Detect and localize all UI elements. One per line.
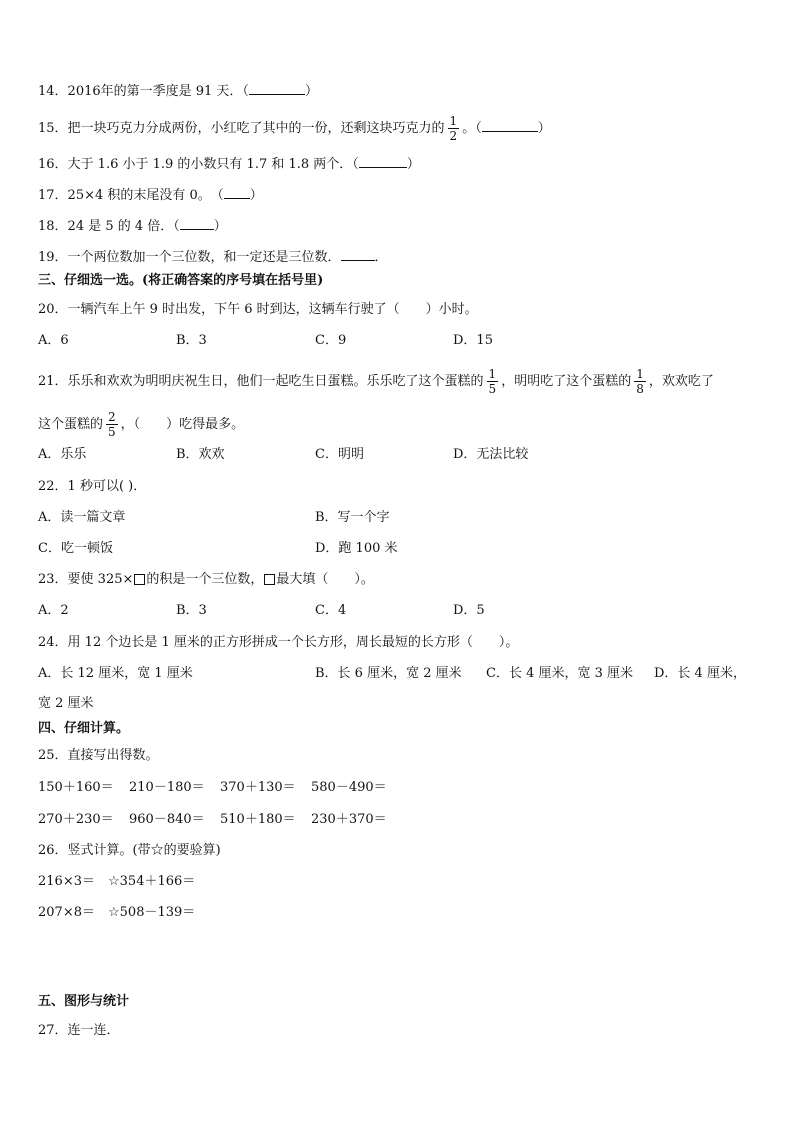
question-15: 15．把一块巧克力分成两份，小红吃了其中的一份，还剩这块巧克力的 $\frac{1}{2}$ 。（ ） [38,114,551,143]
square-box-icon [134,574,145,585]
option-a[interactable]: A．乐乐 [38,447,87,462]
question-14: 14．2016年的第一季度是 91 天．（ ） [38,84,318,99]
option-b[interactable]: B．长 6 厘米，宽 2 厘米 [315,666,462,681]
question-27: 27．连一连． [38,1023,120,1038]
question-15-text: 15．把一块巧克力分成两份，小红吃了其中的一份，还剩这块巧克力的 [38,121,445,136]
calc-item: 960－840＝ [129,812,205,827]
option-d[interactable]: D．无法比较 [453,447,529,462]
question-19-text: 19．一个两位数加一个三位数，和一定还是三位数． [38,250,341,265]
answer-blank[interactable] [180,217,214,230]
question-14-text: 14．2016年的第一季度是 91 天．（ [38,84,249,99]
option-a[interactable]: A．6 [38,333,69,348]
question-18-text: 18．24 是 5 的 4 倍．（ [38,219,180,234]
question-23: 23．要使 325× 的积是一个三位数， 最大填（ ）。 [38,572,374,587]
calc-item: 370＋130＝ [220,780,296,795]
option-b[interactable]: B．3 [176,603,207,618]
option-a[interactable]: A．2 [38,603,69,618]
option-c[interactable]: C．4 [315,603,347,618]
answer-blank[interactable] [359,155,407,168]
option-b[interactable]: B．写一个字 [315,510,390,525]
calc-item: 580－490＝ [311,780,387,795]
calc-item: 510＋180＝ [220,812,296,827]
option-d-continued: 宽 2 厘米 [38,696,94,711]
option-c[interactable]: C．吃一顿饭 [38,541,113,556]
section-5-heading: 五、图形与统计 [38,994,130,1009]
answer-blank[interactable] [482,119,538,132]
question-20: 20．一辆汽车上午 9 时出发，下午 6 时到达，这辆车行驶了（ ）小时。 [38,302,478,317]
option-c[interactable]: C．明明 [315,447,364,462]
calc-item: 270＋230＝ [38,812,114,827]
calc-item: ☆354＋166＝ [108,874,196,889]
question-17-text: 17．25×4 积的末尾没有 0。 （ [38,188,224,203]
question-16: 16．大于 1.6 小于 1.9 的小数只有 1.7 和 1.8 两个．（ ） [38,157,420,172]
calc-item: 230＋370＝ [311,812,387,827]
option-b[interactable]: B．欢欢 [176,447,225,462]
fraction: $\frac{1}{8}$ [636,367,644,396]
option-d[interactable]: D．跑 100 米 [315,541,398,556]
question-25: 25．直接写出得数。 [38,748,159,763]
question-21-line-2: 这个蛋糕的 $\frac{2}{5}$ ，（ ）吃得最多。 [38,410,245,439]
option-d[interactable]: D．15 [453,333,493,348]
option-c[interactable]: C．9 [315,333,347,348]
question-16-text: 16．大于 1.6 小于 1.9 的小数只有 1.7 和 1.8 两个．（ [38,157,359,172]
question-17: 17．25×4 积的末尾没有 0。 （ ） [38,188,263,203]
option-a[interactable]: A．读一篇文章 [38,510,126,525]
section-4-heading: 四、仔细计算。 [38,721,130,736]
calc-item: 207×8＝ [38,905,95,920]
question-21: 21．乐乐和欢欢为明明庆祝生日，他们一起吃生日蛋糕。乐乐吃了这个蛋糕的 $\frac{1}{5}$ ，明明吃了这个蛋糕的 $\frac{1}{8}$ ，欢欢吃了 [38,367,714,396]
fraction: $\frac{1}{5}$ [488,367,497,396]
answer-blank[interactable] [249,82,305,95]
calc-item: 216×3＝ [38,874,95,889]
question-26: 26．竖式计算。(带☆的要验算) [38,843,221,858]
option-b[interactable]: B．3 [176,333,207,348]
question-18: 18．24 是 5 的 4 倍．（ ） [38,219,227,234]
question-22: 22．1 秒可以( )． [38,479,147,494]
option-d[interactable]: D．长 4 厘米， [654,666,746,681]
question-24: 24．用 12 个边长是 1 厘米的正方形拼成一个长方形，周长最短的长方形（ ）。 [38,635,519,650]
fraction-one-half: $\frac{1}{2}$ [449,114,458,143]
calc-item: 210－180＝ [129,780,205,795]
option-c[interactable]: C．长 4 厘米，宽 3 厘米 [486,666,634,681]
fraction: $\frac{2}{5}$ [108,410,116,439]
answer-blank[interactable] [341,248,375,261]
section-3-heading: 三、仔细选一选。(将正确答案的序号填在括号里) [38,273,324,288]
calc-item: ☆508－139＝ [108,905,196,920]
option-d[interactable]: D．5 [453,603,485,618]
option-a[interactable]: A．长 12 厘米，宽 1 厘米 [38,666,193,681]
answer-blank[interactable] [224,186,250,199]
calc-item: 150＋160＝ [38,780,114,795]
question-19: 19．一个两位数加一个三位数，和一定还是三位数． ． [38,250,388,265]
square-box-icon [264,574,275,585]
